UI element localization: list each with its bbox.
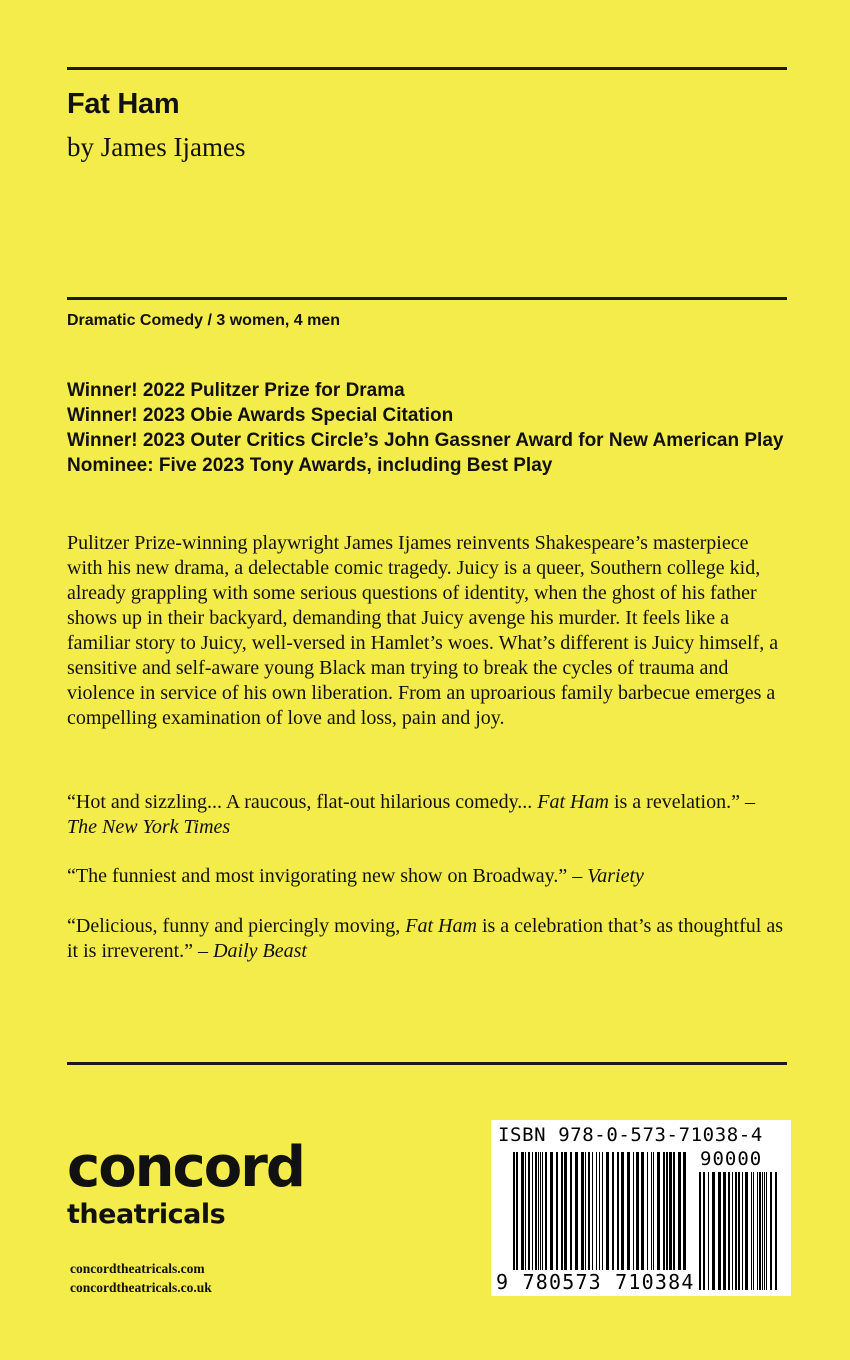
barcode-bar bbox=[521, 1152, 524, 1270]
barcode-bar bbox=[585, 1152, 586, 1270]
barcode-bar bbox=[764, 1172, 765, 1290]
url-us: concordtheatricals.com bbox=[70, 1261, 205, 1276]
barcode-bar bbox=[699, 1172, 701, 1290]
barcode-bar bbox=[728, 1172, 730, 1290]
barcode-bar bbox=[636, 1152, 639, 1270]
quote-source: Daily Beast bbox=[213, 940, 307, 962]
awards-list bbox=[67, 378, 787, 478]
barcode-bar bbox=[742, 1172, 743, 1290]
barcode-bar bbox=[647, 1152, 648, 1270]
logo-subtitle: theatricals bbox=[67, 1199, 226, 1230]
barcode-bar bbox=[545, 1152, 547, 1270]
barcode-bar bbox=[770, 1172, 772, 1290]
award-item: Winner! 2022 Pulitzer Prize for Drama bbox=[67, 380, 405, 401]
barcode-bar bbox=[766, 1172, 767, 1290]
barcode-bar bbox=[651, 1152, 652, 1270]
barcode-bar bbox=[708, 1172, 709, 1290]
barcode-bar bbox=[550, 1152, 553, 1270]
quote-source: The New York Times bbox=[67, 816, 231, 838]
barcode-bar bbox=[757, 1172, 758, 1290]
barcode-bar bbox=[542, 1152, 543, 1270]
url-uk: concordtheatricals.co.uk bbox=[70, 1280, 212, 1295]
barcode-bar bbox=[762, 1172, 763, 1290]
barcode-bar bbox=[703, 1172, 705, 1290]
barcode-bar bbox=[751, 1172, 752, 1290]
barcode-bar bbox=[602, 1152, 603, 1270]
quote-source: Variety bbox=[587, 865, 644, 887]
barcode-bar bbox=[732, 1172, 733, 1290]
publisher-urls bbox=[70, 1259, 212, 1297]
synopsis: Pulitzer Prize-winning playwright James Ijames reinvents Shakespeare’s masterpiece with his new drama, a delectable comic tragedy. Juicy is a queer, Southern college kid, already grappling with some serious questions of identity, when the ghost of his father shows up in their backyard, demanding that Juicy avenge his murder. It feels like a familiar story to Juicy, well-versed in Hamlet’s woes. What’s different is Juicy himself, a sensitive and self-aware young Black man trying to break the cycles of trauma and violence in service of his own liberation. From an uproarious family barbecue emerges a compelling examination of love and loss, pain and joy. bbox=[67, 532, 779, 729]
award-item: Winner! 2023 Obie Awards Special Citation bbox=[67, 405, 454, 426]
review-quote-variety bbox=[67, 864, 787, 889]
barcode-bar bbox=[669, 1152, 672, 1270]
barcode-bar bbox=[540, 1152, 541, 1270]
barcode-bar bbox=[621, 1152, 624, 1270]
bottom-rule bbox=[67, 1062, 787, 1065]
quote-title-italic: Fat Ham bbox=[405, 915, 477, 937]
quote-text: is a celebration that’s as thoughtful as it is irreverent.” – bbox=[67, 915, 783, 962]
barcode-bar bbox=[617, 1152, 619, 1270]
barcode-bar bbox=[581, 1152, 584, 1270]
barcode-bar bbox=[683, 1152, 686, 1270]
barcode-bar bbox=[673, 1152, 675, 1270]
barcode-bar bbox=[735, 1172, 737, 1290]
barcode-bar bbox=[745, 1172, 748, 1290]
play-category: Dramatic Comedy / 3 women, 4 men bbox=[67, 312, 340, 329]
barcode-bar bbox=[653, 1152, 654, 1270]
price-addon-label: 90000 bbox=[700, 1148, 763, 1170]
isbn-label: ISBN 978-0-573-71038-4 bbox=[498, 1124, 763, 1146]
book-author: by James Ijames bbox=[67, 132, 246, 162]
barcode-bar bbox=[641, 1152, 644, 1270]
logo-wordmark: concord bbox=[67, 1135, 304, 1200]
barcode-bar bbox=[657, 1152, 660, 1270]
barcode-bar bbox=[592, 1152, 593, 1270]
barcode-bar bbox=[753, 1172, 754, 1290]
barcode-bar bbox=[759, 1172, 761, 1290]
barcode-bar bbox=[663, 1152, 665, 1270]
barcode-bar bbox=[627, 1152, 630, 1270]
barcode-bar bbox=[525, 1152, 526, 1270]
barcode-bar bbox=[633, 1152, 634, 1270]
isbn-barcode bbox=[491, 1120, 791, 1296]
award-item: Winner! 2023 Outer Critics Circle’s John Gassner Award for New American Play bbox=[67, 430, 784, 451]
barcode-bar bbox=[606, 1152, 609, 1270]
book-title: Fat Ham bbox=[67, 88, 180, 120]
barcode-bar bbox=[513, 1152, 515, 1270]
quote-text: “Hot and sizzling... A raucous, flat-out hilarious comedy... bbox=[67, 791, 538, 813]
barcode-bar bbox=[564, 1152, 567, 1270]
barcode-bar bbox=[775, 1172, 777, 1290]
quote-text: “Delicious, funny and piercingly moving, bbox=[67, 915, 406, 937]
barcode-bar bbox=[528, 1152, 530, 1270]
barcode-number: 9 780573 710384 bbox=[496, 1270, 695, 1294]
barcode-bar bbox=[678, 1152, 681, 1270]
barcode-bar bbox=[561, 1152, 563, 1270]
barcode-bar bbox=[599, 1152, 600, 1270]
quote-text: is a revelation.” – bbox=[608, 791, 755, 813]
barcode-bar bbox=[570, 1152, 572, 1270]
quote-title-italic: Fat Ham bbox=[537, 791, 609, 813]
publisher-logo bbox=[67, 1135, 304, 1230]
barcode-bar bbox=[556, 1152, 558, 1270]
quote-text: “The funniest and most invigorating new show on Broadway.” – bbox=[67, 865, 588, 887]
barcode-bar bbox=[718, 1172, 721, 1290]
top-rule bbox=[67, 67, 787, 70]
barcode-bar bbox=[532, 1152, 533, 1270]
barcode-bar bbox=[738, 1172, 740, 1290]
barcode-bar bbox=[612, 1152, 614, 1270]
barcode-bar bbox=[723, 1172, 726, 1290]
barcode-bar bbox=[516, 1152, 518, 1270]
review-quote-daily-beast bbox=[67, 914, 787, 964]
barcode-bar bbox=[538, 1152, 539, 1270]
barcode-bar bbox=[588, 1152, 590, 1270]
barcode-bar bbox=[712, 1172, 715, 1290]
barcode-bar bbox=[575, 1152, 578, 1270]
middle-rule bbox=[67, 297, 787, 300]
barcode-bar bbox=[596, 1152, 597, 1270]
award-item: Nominee: Five 2023 Tony Awards, including Best Play bbox=[67, 455, 553, 476]
barcode-bar bbox=[535, 1152, 537, 1270]
review-quote-nyt bbox=[67, 790, 787, 840]
barcode-bar bbox=[666, 1152, 668, 1270]
